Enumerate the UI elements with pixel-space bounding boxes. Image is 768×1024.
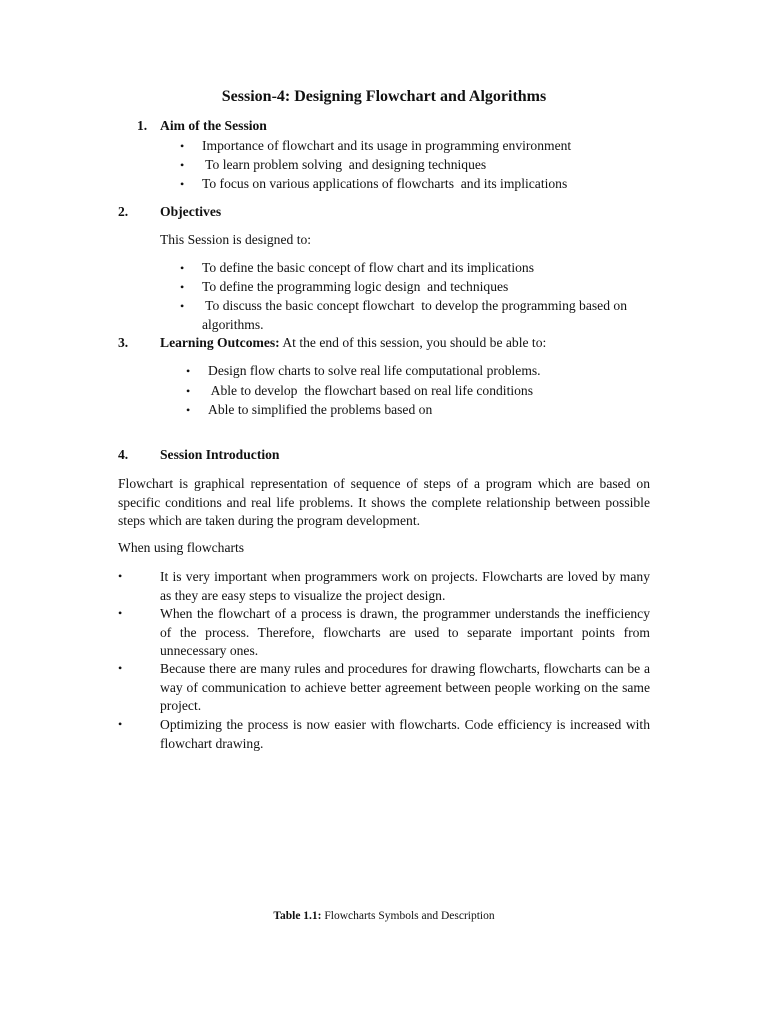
bullet-icon: • bbox=[180, 158, 185, 172]
objective-item-continuation: algorithms. bbox=[202, 317, 264, 332]
bullet-icon: • bbox=[118, 569, 123, 583]
section-3-heading: Learning Outcomes: bbox=[160, 335, 280, 350]
aim-item: Importance of flowchart and its usage in programming environment bbox=[202, 138, 572, 153]
aim-item: To learn problem solving and designing techniques bbox=[202, 157, 487, 172]
aim-item: To focus on various applications of flowcharts and its implications bbox=[202, 176, 568, 191]
section-1-heading: Aim of the Session bbox=[160, 118, 267, 133]
objective-item: To define the basic concept of flow chart and its implications bbox=[202, 260, 534, 275]
objectives-intro: This Session is designed to: bbox=[160, 232, 312, 247]
bullet-icon: • bbox=[186, 403, 191, 417]
bullet-icon: • bbox=[118, 661, 123, 675]
section-1-number: 1. bbox=[137, 118, 148, 133]
table-caption bbox=[0, 910, 768, 922]
bullet-icon: • bbox=[180, 177, 185, 191]
bullet-icon: • bbox=[118, 717, 123, 731]
outcomes-intro: At the end of this session, you should be able to: bbox=[279, 335, 547, 350]
outcome-item: Able to develop the flowchart based on real life conditions bbox=[208, 383, 534, 398]
section-2-heading: Objectives bbox=[160, 204, 222, 219]
bullet-icon: • bbox=[186, 364, 191, 378]
table-caption-text: Flowcharts Symbols and Description bbox=[321, 910, 495, 922]
objective-item: To discuss the basic concept flowchart to develop the programming based on bbox=[202, 298, 628, 313]
introduction-item: When the flowchart of a process is drawn, the programmer understands the inefficiency of the process. Therefore, flowcharts are used to separate important points from unnecessary ones. bbox=[160, 606, 650, 658]
outcome-item: Able to simplified the problems based on bbox=[208, 402, 433, 417]
introduction-item: Because there are many rules and procedures for drawing flowcharts, flowcharts can be a way of communication to achieve better agreement between people working on the same project. bbox=[160, 661, 650, 713]
introduction-item: Optimizing the process is now easier with flowcharts. Code efficiency is increased with flowchart drawing. bbox=[160, 717, 650, 751]
bullet-icon: • bbox=[180, 299, 185, 313]
section-4-heading: Session Introduction bbox=[160, 447, 280, 462]
table-caption-label: Table 1.1: bbox=[273, 910, 322, 922]
bullet-icon: • bbox=[180, 139, 185, 153]
section-4-number: 4. bbox=[118, 447, 129, 462]
section-3-line bbox=[160, 335, 546, 351]
bullet-icon: • bbox=[180, 261, 185, 275]
introduction-lead: When using flowcharts bbox=[118, 540, 245, 555]
section-3-number: 3. bbox=[118, 335, 129, 350]
page-title: Session-4: Designing Flowchart and Algorithms bbox=[221, 88, 547, 105]
bullet-icon: • bbox=[118, 606, 123, 620]
outcome-item: Design flow charts to solve real life computational problems. bbox=[208, 363, 541, 378]
section-2-number: 2. bbox=[118, 204, 129, 219]
bullet-icon: • bbox=[180, 280, 185, 294]
bullet-icon: • bbox=[186, 384, 191, 398]
objective-item: To define the programming logic design and techniques bbox=[202, 279, 509, 294]
introduction-item: It is very important when programmers work on projects. Flowcharts are loved by many as they are easy steps to visualize the project design. bbox=[160, 569, 650, 603]
introduction-paragraph: Flowchart is graphical representation of sequence of steps of a program which are based on specific conditions and real life problems. It shows the complete relationship between possible steps which are taken during the program development. bbox=[118, 476, 650, 528]
